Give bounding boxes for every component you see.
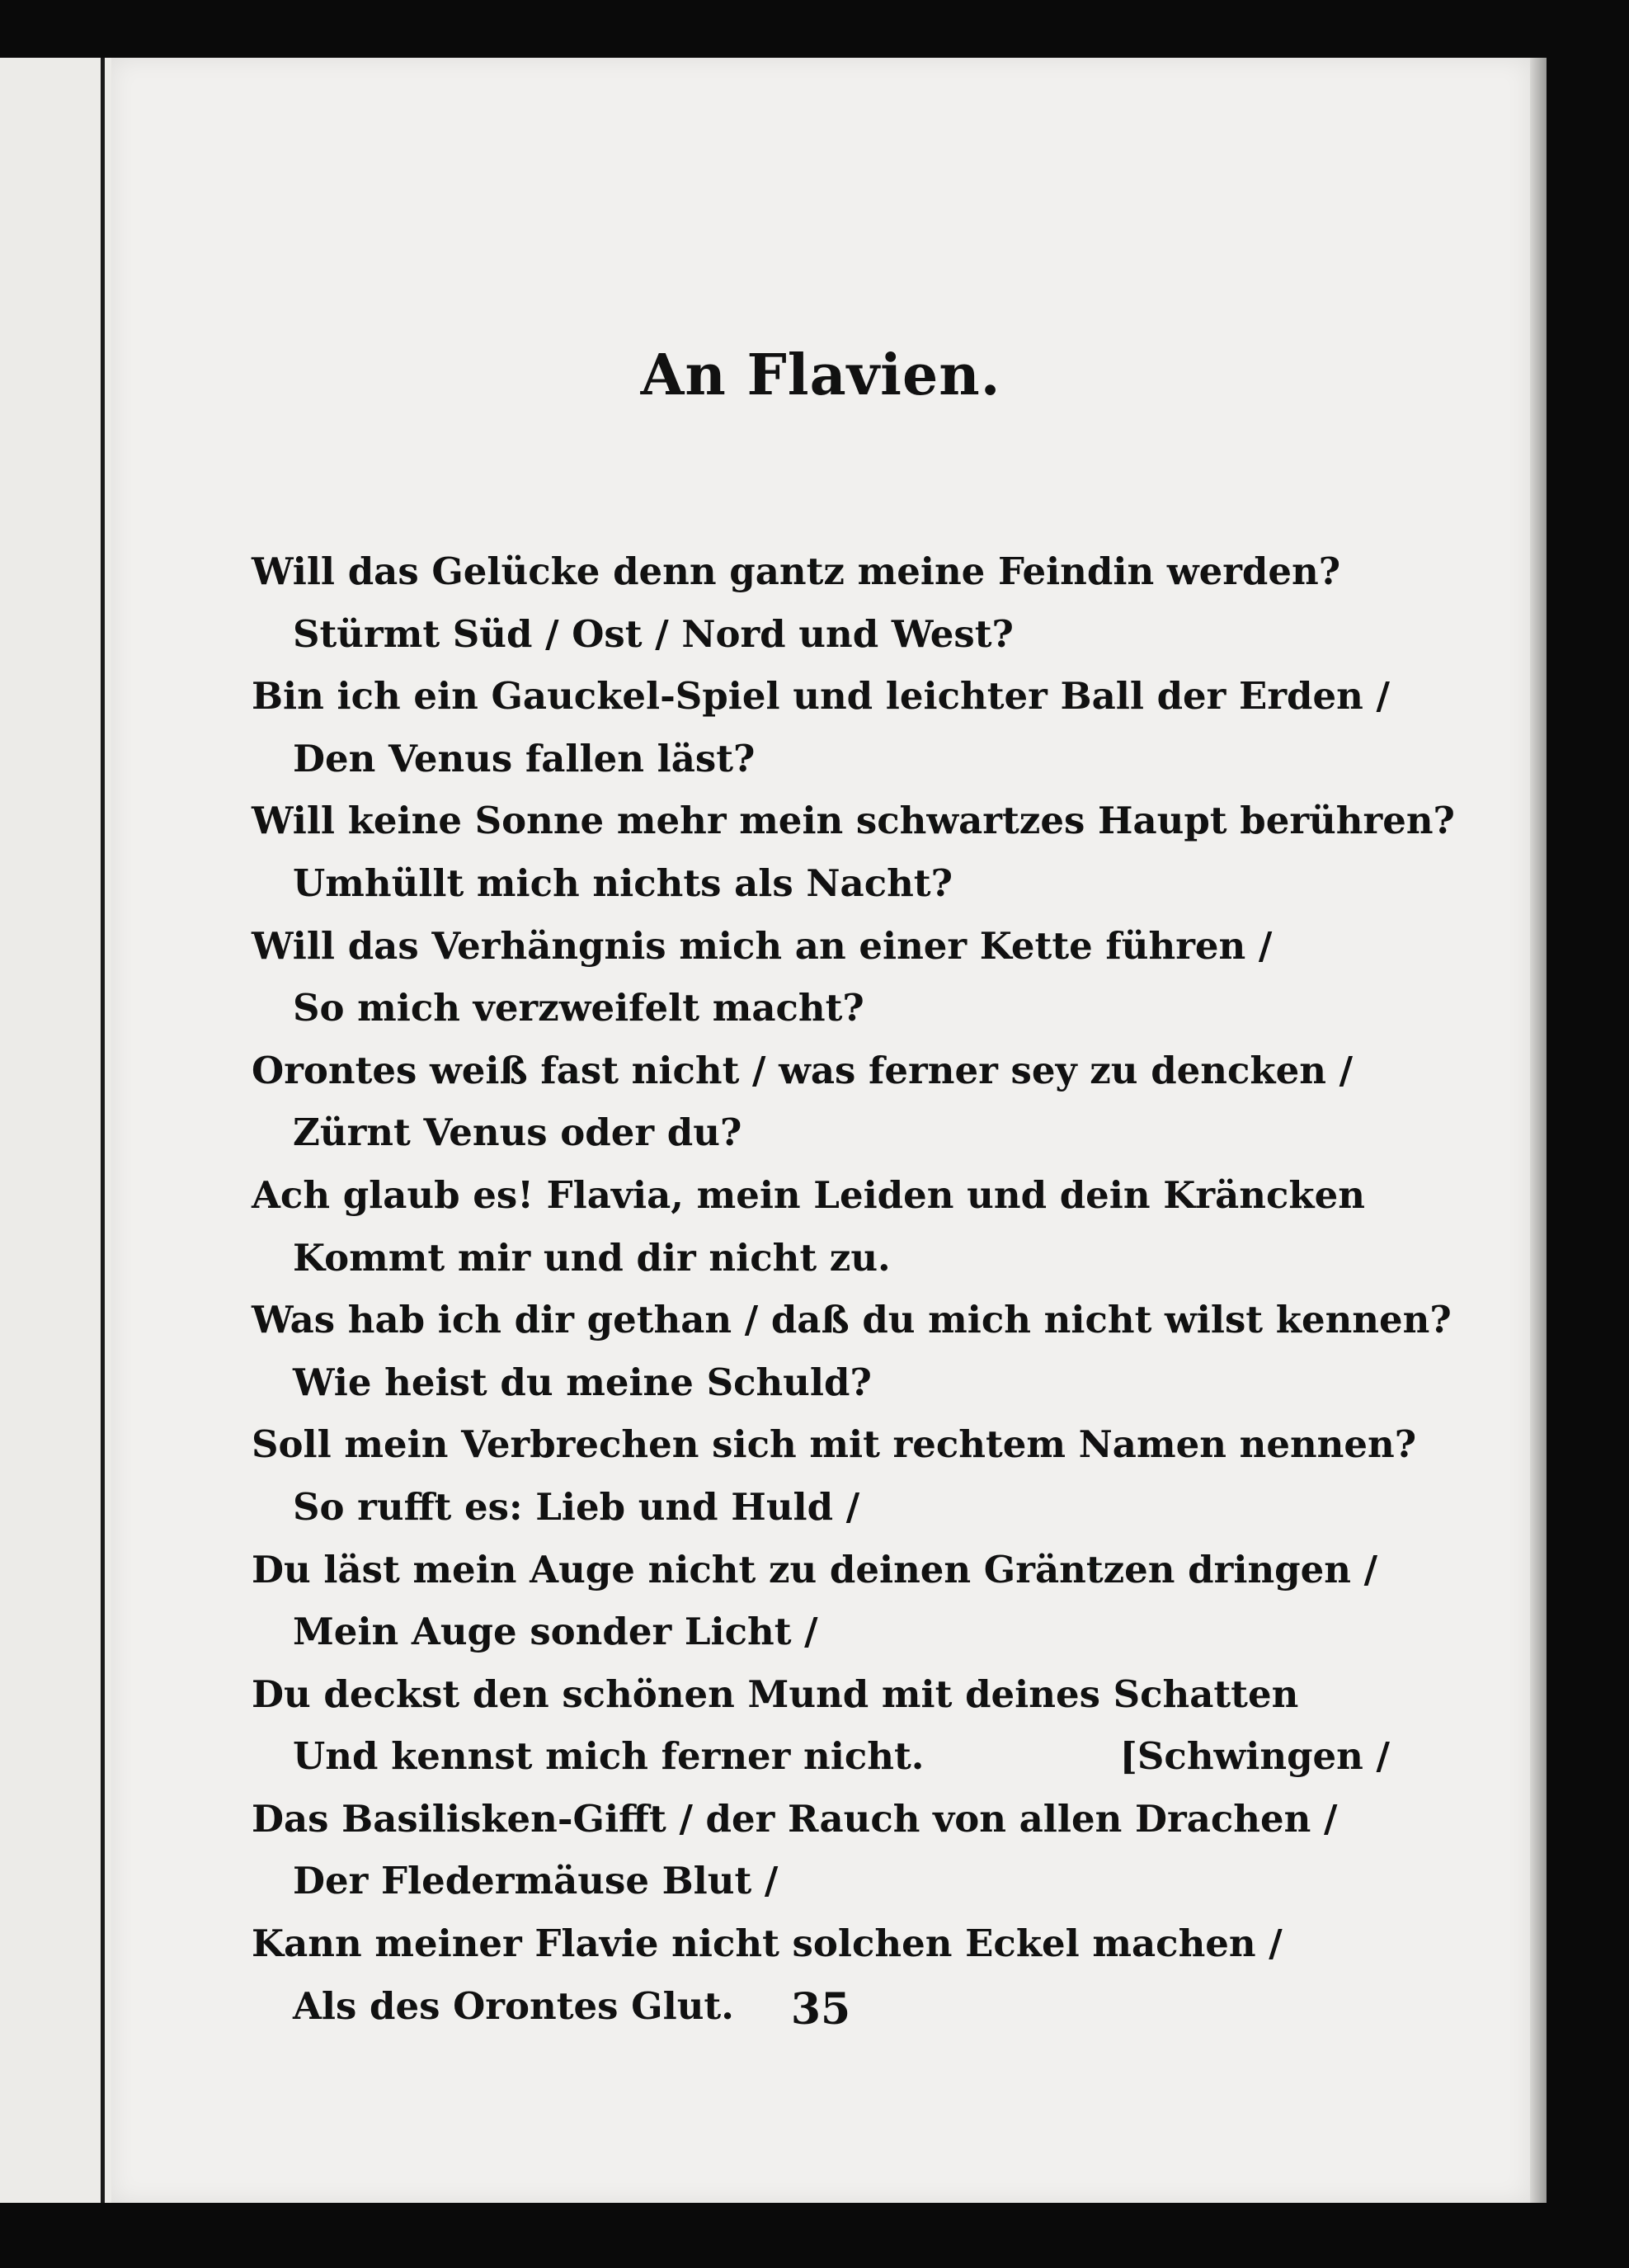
- poem-line: So rufft es: Lieb und Huld /: [293, 1484, 860, 1529]
- poem-line: Du deckst den schönen Mund mit deines Schatten: [252, 1672, 1299, 1716]
- poem-line: Umhüllt mich nichts als Nacht?: [293, 861, 953, 905]
- poem-line: Will das Gelücke denn gantz meine Feindin werden?: [252, 549, 1341, 593]
- poem-line: Der Fledermäuse Blut /: [293, 1859, 779, 1903]
- poem-line-turnover: [Schwingen /: [1119, 1734, 1390, 1779]
- facing-page-edge: [0, 58, 115, 2203]
- poem-line: Will das Verhängnis mich an einer Kette führen /: [252, 923, 1273, 968]
- gutter-rule: [101, 58, 105, 2203]
- poem-line: Wie heist du meine Schuld?: [293, 1360, 872, 1404]
- page-fore-edge: [1530, 58, 1547, 2203]
- poem-line: So mich verzweifelt macht?: [293, 986, 864, 1030]
- poem-body: [252, 540, 1455, 2037]
- poem-line: Bin ich ein Gauckel-Spiel und leichter Ball der Erden /: [252, 674, 1390, 719]
- poem-line: Stürmt Süd / Ost / Nord und West?: [293, 611, 1014, 656]
- poem-line: Du läst mein Auge nicht zu deinen Gräntzen dringen /: [252, 1547, 1378, 1591]
- poem-line: Das Basilisken-Gifft / der Rauch von allen Drachen /: [252, 1796, 1338, 1841]
- poem-line: Will keine Sonne mehr mein schwartzes Haupt berühren?: [252, 799, 1455, 843]
- poem-line: Den Venus fallen läst?: [293, 736, 756, 780]
- poem-line: Was hab ich dir gethan / daß du mich nicht wilst kennen?: [252, 1298, 1452, 1342]
- poem-line-split: [252, 1725, 1390, 1788]
- poem-line: Und kennst mich ferner nicht.: [293, 1734, 925, 1779]
- poem-title: An Flavien.: [640, 342, 1001, 408]
- poem-line: Soll mein Verbrechen sich mit rechtem Namen nennen?: [252, 1422, 1417, 1467]
- poem-line: Mein Auge sonder Licht /: [293, 1610, 818, 1654]
- poem-line: Ach glaub es! Flavia, mein Leiden und dein Kräncken: [252, 1172, 1365, 1217]
- poem-line: Als des Orontes Glut.: [293, 1983, 734, 2028]
- page-number: 35: [790, 1984, 851, 2035]
- poem-line: Zürnt Venus oder du?: [293, 1110, 742, 1155]
- poem-line: Orontes weiß fast nicht / was ferner sey zu dencken /: [252, 1048, 1354, 1092]
- poem-line: Kommt mir und dir nicht zu.: [293, 1235, 891, 1280]
- poem-line: Kann meiner Flavie nicht solchen Eckel machen /: [252, 1921, 1283, 1966]
- book-page: [111, 58, 1530, 2203]
